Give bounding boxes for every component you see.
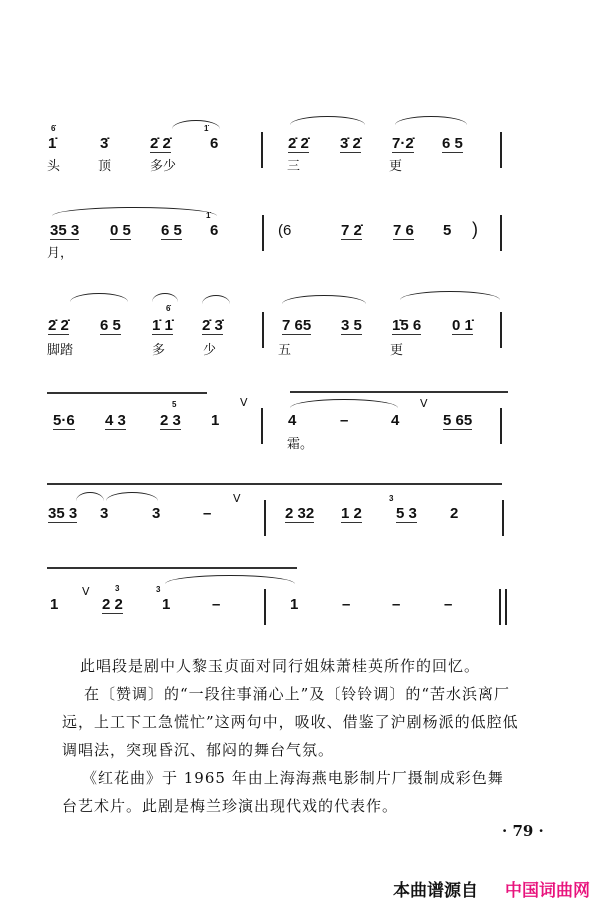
note: 5 3: [396, 505, 417, 522]
note: 1̇5 6: [392, 317, 422, 334]
slur: [47, 483, 502, 485]
note: 5 65: [443, 412, 473, 429]
note: 2̇ 2̇: [150, 135, 171, 152]
note: 4 3: [105, 412, 126, 429]
score-row-3: [0, 290, 600, 370]
barline: [500, 132, 502, 168]
note: 3: [152, 505, 161, 522]
note: 1: [162, 596, 171, 613]
lyric: 多少: [150, 159, 177, 174]
note: ): [472, 219, 478, 239]
note: 6: [210, 135, 219, 152]
note: 2̇ 2̇: [288, 135, 309, 152]
commentary-paragraph-2a: 在〔赞调〕的“一段往事涌心上”及〔铃铃调〕的“苦水浜离厂: [84, 685, 511, 703]
note: 4: [288, 412, 297, 429]
barline: [264, 589, 266, 625]
lyric: 霜。: [287, 437, 314, 452]
source-label: 本曲谱源自: [393, 881, 478, 901]
lyric: 更: [389, 159, 403, 174]
note: 1̇: [48, 135, 57, 152]
slur: [282, 295, 366, 304]
slur: [70, 293, 128, 302]
note: 1: [50, 596, 59, 613]
note: –: [444, 596, 453, 613]
barline: [500, 215, 502, 251]
breath-mark: V: [233, 492, 241, 505]
grace-note: 1̇: [204, 124, 209, 133]
score-row-5: [0, 470, 600, 550]
slur: [152, 293, 178, 302]
barline: [262, 215, 264, 251]
note: 5: [443, 222, 452, 239]
note: 1̇ 1̇: [152, 317, 173, 334]
note: 7 2̇: [341, 222, 362, 239]
grace-note: 5: [172, 400, 177, 409]
slur: [290, 399, 398, 408]
grace-note: 3: [115, 584, 120, 593]
slur: [400, 291, 500, 300]
commentary-paragraph-3b: 台艺术片。此剧是梅兰珍演出现代戏的代表作。: [62, 797, 399, 815]
slur: [76, 492, 104, 501]
final-barline: [499, 589, 507, 625]
breath-mark: V: [240, 396, 248, 409]
slur: [290, 116, 365, 125]
score-row-1: [0, 110, 600, 190]
note: (6: [278, 222, 292, 239]
lyric: 月，: [47, 246, 74, 261]
lyric: 三: [287, 159, 301, 174]
lyric: 脚踏: [47, 343, 74, 358]
score-row-6: [0, 555, 600, 635]
lyric: 更: [390, 343, 404, 358]
note: 0 1̇: [452, 317, 473, 334]
slur: [47, 392, 207, 394]
grace-note: 3: [156, 585, 161, 594]
barline: [502, 500, 504, 536]
note: 6 5: [100, 317, 121, 334]
note: 3̇: [100, 135, 109, 152]
grace-note: 1̇: [206, 211, 211, 220]
note: –: [340, 412, 349, 429]
note: 2̇ 3̇: [202, 317, 223, 334]
lyric: 顶: [98, 159, 112, 174]
slur: [290, 391, 508, 393]
lyric: 头: [47, 159, 61, 174]
slur: [165, 575, 295, 584]
grace-note: 3: [389, 494, 394, 503]
grace-note: 6̇: [166, 304, 171, 313]
commentary-paragraph-2b: 远，上工下工急慌忙”这两句中，吸收、借鉴了沪剧杨派的低腔低: [62, 713, 519, 731]
breath-mark: V: [420, 397, 428, 410]
note: 3̇ 2̇: [340, 135, 361, 152]
breath-mark: V: [82, 585, 90, 598]
note: 7 6: [393, 222, 414, 239]
slur: [47, 567, 297, 569]
barline: [261, 408, 263, 444]
barline: [500, 312, 502, 348]
score-row-4: [0, 380, 600, 460]
note: 0 5: [110, 222, 131, 239]
commentary-paragraph-1: 此唱段是剧中人黎玉贞面对同行姐妹萧桂英所作的回忆。: [80, 657, 481, 675]
note: 1: [290, 596, 299, 613]
note: 6: [210, 222, 219, 239]
slur: [106, 492, 158, 501]
note: –: [342, 596, 351, 613]
note: 2̇ 2̇: [48, 317, 69, 334]
note: –: [212, 596, 221, 613]
note: 5·6: [53, 412, 75, 429]
note: 3: [100, 505, 109, 522]
note: –: [392, 596, 401, 613]
note: 6 5: [161, 222, 182, 239]
lyric: 多: [152, 343, 166, 358]
page-number: · 79 ·: [502, 822, 544, 840]
note: 2: [450, 505, 459, 522]
note: 1 2: [341, 505, 362, 522]
note: 2 3: [160, 412, 181, 429]
note: –: [203, 505, 212, 522]
commentary-paragraph-2c: 调唱法，突现昏沉、郁闷的舞台气氛。: [62, 741, 335, 759]
note: 1: [211, 412, 220, 429]
site-name-link[interactable]: 中国词曲网: [505, 881, 590, 901]
barline: [261, 132, 263, 168]
note: 7·2̇: [392, 135, 414, 152]
note: 6 5: [442, 135, 463, 152]
barline: [264, 500, 266, 536]
lyric: 五: [278, 343, 292, 358]
slur: [52, 207, 217, 216]
note: 2 2: [102, 596, 123, 613]
grace-note: 6̇: [51, 124, 56, 133]
note: 3 5: [341, 317, 362, 334]
barline: [500, 408, 502, 444]
note: 2 32: [285, 505, 315, 522]
slur: [395, 116, 467, 125]
note: 35 3: [48, 505, 78, 522]
commentary-paragraph-3a: 《红花曲》于 1965 年由上海海燕电影制片厂摄制成彩色舞: [82, 769, 504, 787]
slur: [172, 120, 220, 129]
slur: [202, 295, 230, 304]
note: 35 3: [50, 222, 80, 239]
barline: [262, 312, 264, 348]
note: 7 65: [282, 317, 312, 334]
score-row-2: [0, 195, 600, 275]
lyric: 少: [203, 343, 217, 358]
note: 4: [391, 412, 400, 429]
